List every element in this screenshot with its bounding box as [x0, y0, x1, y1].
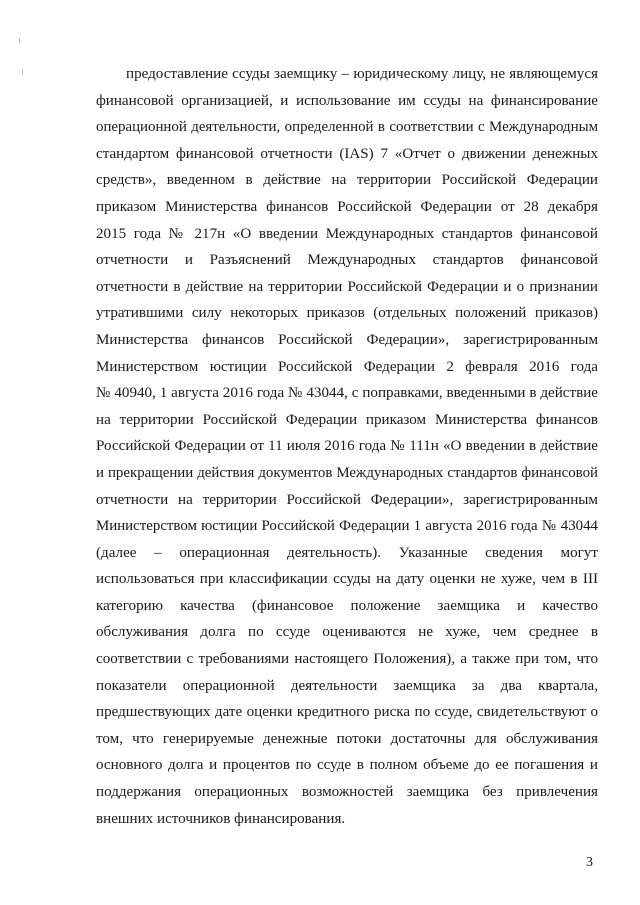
text-line: поддержания операционных возможностей заемщика без привлечения — [96, 784, 598, 801]
text-line: Министерством юстиции Российской Федерации 2 февраля 2016 года — [96, 358, 598, 375]
text-line: (далее – операционная деятельность). Указанные сведения могут — [96, 544, 598, 561]
text-line: категорию качества (финансовое положение заемщика и качество — [96, 597, 598, 614]
text-line: соответствии с требованиями настоящего Положения), а также при том, что — [96, 651, 598, 668]
text-line: показатели операционной деятельности заемщика за два квартала, — [96, 677, 598, 694]
text-line: отчетности в действие на территории Российской Федерации и о признании — [96, 278, 598, 295]
scan-edge-mark — [19, 38, 20, 43]
text-line: предшествующих дате оценки кредитного риска по ссуде, свидетельствуют о — [96, 704, 598, 721]
text-line: внешних источников финансирования. — [96, 810, 346, 827]
text-line: утратившими силу некоторых приказов (отдельных положений приказов) — [96, 305, 598, 322]
text-line: стандартом финансовой отчетности (IAS) 7 «Отчет о движении денежных — [96, 145, 598, 162]
text-line: основного долга и процентов по ссуде в полном объеме до ее погашения и — [96, 757, 598, 774]
text-line: № 40940, 1 августа 2016 года № 43044, с поправками, введенными в действие — [96, 385, 598, 402]
text-line: отчетности и Разъяснений Международных стандартов финансовой — [96, 252, 598, 269]
page-number: 3 — [586, 855, 593, 870]
text-line: приказом Министерства финансов Российской Федерации от 28 декабря — [96, 198, 598, 215]
text-line: предоставление ссуды заемщику – юридическому лицу, не являющемуся — [126, 66, 598, 82]
text-line: отчетности на территории Российской Федерации», зарегистрированным — [96, 491, 598, 508]
text-line: на территории Российской Федерации приказом Министерства финансов — [96, 411, 598, 428]
text-line: операционной деятельности, определенной в соответствии с Международным — [96, 119, 598, 136]
text-line: Министерством юстиции Российской Федерации 1 августа 2016 года № 43044 — [96, 518, 598, 535]
text-line: обслуживания долга по ссуде оцениваются не хуже, чем среднее в — [96, 624, 598, 641]
text-line: Российской Федерации от 11 июля 2016 года № 111н «О введении в действие — [96, 438, 598, 455]
text-line: Министерства финансов Российской Федерации», зарегистрированным — [96, 331, 598, 348]
body-paragraph — [96, 61, 598, 832]
text-line: использоваться при классификации ссуды на дату оценки не хуже, чем в III — [96, 571, 598, 588]
scan-edge-mark — [22, 70, 23, 74]
text-line: средств», введенном в действие на территории Российской Федерации — [96, 172, 598, 189]
text-line: 2015 года № 217н «О введении Международных стандартов финансовой — [96, 225, 598, 242]
text-line: том, что генерируемые денежные потоки достаточны для обслуживания — [96, 730, 598, 747]
text-line: и прекращении действия документов Международных стандартов финансовой — [96, 464, 598, 481]
text-line: финансовой организацией, и использование им ссуды на финансирование — [96, 92, 598, 109]
